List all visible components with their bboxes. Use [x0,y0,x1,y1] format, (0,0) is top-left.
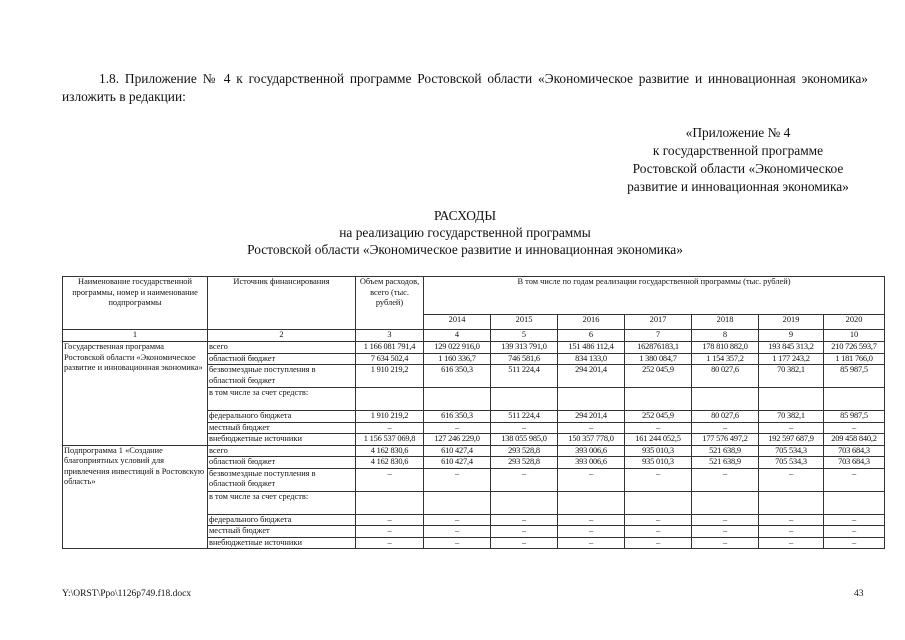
year-value-cell: 393 006,6 [558,457,625,469]
appendix-line: развитие и инновационная экономика» [627,179,849,194]
year-value-cell: 129 022 916,0 [424,342,491,354]
year-value-cell [424,388,491,411]
appendix-line: Ростовской области «Экономическое [632,161,844,176]
year-value-cell: 151 486 112,4 [558,342,625,354]
year-value-cell: 1 177 243,2 [759,353,824,365]
year-value-cell: 511 224,4 [491,365,558,388]
year-value-cell: – [424,514,491,526]
header-year: 2018 [692,315,759,330]
year-value-cell: – [491,468,558,491]
year-value-cell: 1 160 336,7 [424,353,491,365]
year-value-cell: 294 201,4 [558,411,625,423]
footer-file-path: Y:\ORST\Ppo\1126p749.f18.docx [62,589,192,599]
year-value-cell: 703 684,3 [824,445,885,457]
year-value-cell [625,491,692,514]
year-value-cell [824,491,885,514]
column-index: 3 [356,330,424,342]
program-name-cell: Государственная программа Ростовской области «Экономическое развитие и инновационная экономика» [63,342,208,446]
year-value-cell [558,388,625,411]
table-row [63,342,885,354]
funding-source-cell: в том числе за счет средств: [208,491,356,514]
title-line: РАСХОДЫ [433,208,497,223]
funding-source-cell: федерального бюджета [208,411,356,423]
year-value-cell: 616 350,3 [424,411,491,423]
funding-source-cell: местный бюджет [208,422,356,434]
header-year: 2020 [824,315,885,330]
year-value-cell: 70 382,1 [759,365,824,388]
column-index: 6 [558,330,625,342]
total-value-cell: 1 910 219,2 [356,411,424,423]
column-index: 1 [63,330,208,342]
header-year: 2015 [491,315,558,330]
year-value-cell: – [424,422,491,434]
header-year: 2016 [558,315,625,330]
year-value-cell: – [824,514,885,526]
year-value-cell: – [625,468,692,491]
year-value-cell: 935 010,3 [625,457,692,469]
year-value-cell: 521 638,9 [692,457,759,469]
year-value-cell: – [558,422,625,434]
total-value-cell: – [356,468,424,491]
year-value-cell: – [759,537,824,549]
year-value-cell [759,491,824,514]
year-value-cell: 138 055 985,0 [491,434,558,446]
funding-source-cell: безвозмездные поступления в областной бюджет [208,468,356,491]
funding-source-cell: федерального бюджета [208,514,356,526]
year-value-cell: 70 382,1 [759,411,824,423]
year-value-cell: 746 581,6 [491,353,558,365]
year-value-cell [491,491,558,514]
year-value-cell [692,388,759,411]
program-name-cell: Подпрограмма 1 «Создание благоприятных условий для привлечения инвестиций в Ростовскую область» [63,445,208,549]
year-value-cell: – [759,422,824,434]
header-years-group: В том числе по годам реализации государственной программы (тыс. рублей) [424,277,885,315]
year-value-cell: – [625,526,692,538]
year-value-cell: – [558,514,625,526]
footer-page-number: 43 [854,589,864,599]
total-value-cell [356,388,424,411]
year-value-cell: 1 181 766,0 [824,353,885,365]
year-value-cell: – [824,468,885,491]
year-value-cell: – [491,422,558,434]
total-value-cell: 4 162 830,6 [356,445,424,457]
funding-source-cell: всего [208,342,356,354]
year-value-cell: 209 458 840,2 [824,434,885,446]
year-value-cell: – [759,514,824,526]
total-value-cell: 7 634 502,4 [356,353,424,365]
year-value-cell: 705 534,3 [759,445,824,457]
year-value-cell: 1 154 357,2 [692,353,759,365]
year-value-cell: 610 427,4 [424,457,491,469]
header-year: 2014 [424,315,491,330]
funding-source-cell: областной бюджет [208,457,356,469]
year-value-cell: – [491,537,558,549]
column-index: 4 [424,330,491,342]
column-index: 2 [208,330,356,342]
total-value-cell: – [356,526,424,538]
year-value-cell: 705 534,3 [759,457,824,469]
funding-source-cell: внебюджетные источники [208,537,356,549]
year-value-cell: – [491,526,558,538]
year-value-cell: – [824,422,885,434]
appendix-reference [580,124,896,196]
year-value-cell: – [759,526,824,538]
header-name: Наименование государственной программы, номер и наименование подпрограммы [63,277,208,330]
year-value-cell: 610 427,4 [424,445,491,457]
year-value-cell: 85 987,5 [824,365,885,388]
year-value-cell: 511 224,4 [491,411,558,423]
year-value-cell: 252 045,9 [625,411,692,423]
year-value-cell: 85 987,5 [824,411,885,423]
document-title [62,207,868,258]
year-value-cell [759,388,824,411]
total-value-cell: – [356,422,424,434]
column-index: 5 [491,330,558,342]
year-value-cell: 210 726 593,7 [824,342,885,354]
funding-source-cell: всего [208,445,356,457]
year-value-cell: – [692,468,759,491]
year-value-cell: – [692,514,759,526]
year-value-cell: 80 027,6 [692,365,759,388]
year-value-cell [558,491,625,514]
expenses-table [62,276,885,549]
year-value-cell: 192 597 687,9 [759,434,824,446]
header-year: 2019 [759,315,824,330]
year-value-cell: – [558,537,625,549]
column-index: 9 [759,330,824,342]
year-value-cell: – [424,526,491,538]
title-line: на реализацию государственной программы [339,225,591,240]
year-value-cell [824,388,885,411]
year-value-cell [424,491,491,514]
year-value-cell: 150 357 778,0 [558,434,625,446]
year-value-cell: 178 810 882,0 [692,342,759,354]
year-value-cell: – [424,537,491,549]
total-value-cell: 4 162 830,6 [356,457,424,469]
year-value-cell [625,388,692,411]
year-value-cell [491,388,558,411]
year-value-cell: 293 528,8 [491,457,558,469]
year-value-cell: 703 684,3 [824,457,885,469]
title-line: Ростовской области «Экономическое развитие и инновационная экономика» [247,242,683,257]
year-value-cell: 177 576 497,2 [692,434,759,446]
year-value-cell: 252 045,9 [625,365,692,388]
funding-source-cell: в том числе за счет средств: [208,388,356,411]
total-value-cell: 1 156 537 069,8 [356,434,424,446]
year-value-cell: 162876183,1 [625,342,692,354]
year-value-cell: 127 246 229,0 [424,434,491,446]
year-value-cell: 161 244 052,5 [625,434,692,446]
funding-source-cell: местный бюджет [208,526,356,538]
funding-source-cell: безвозмездные поступления в областной бюджет [208,365,356,388]
total-value-cell: – [356,514,424,526]
total-value-cell: – [356,537,424,549]
year-value-cell: 1 380 084,7 [625,353,692,365]
year-value-cell: – [824,537,885,549]
total-value-cell: 1 166 081 791,4 [356,342,424,354]
year-value-cell: 521 638,9 [692,445,759,457]
column-index: 7 [625,330,692,342]
year-value-cell: 294 201,4 [558,365,625,388]
year-value-cell: – [424,468,491,491]
year-value-cell: 80 027,6 [692,411,759,423]
appendix-line: к государственной программе [652,143,824,158]
year-value-cell: 393 006,6 [558,445,625,457]
header-source: Источник финансирования [208,277,356,330]
year-value-cell: – [824,526,885,538]
year-value-cell: – [558,526,625,538]
year-value-cell: – [558,468,625,491]
year-value-cell [692,491,759,514]
total-value-cell: 1 910 219,2 [356,365,424,388]
funding-source-cell: областной бюджет [208,353,356,365]
total-value-cell [356,491,424,514]
year-value-cell: – [625,514,692,526]
intro-paragraph: 1.8. Приложение № 4 к государственной программе Ростовской области «Экономическое развитие и инновационная экономика» изложить в редакции: [62,71,868,104]
year-value-cell: 834 133,0 [558,353,625,365]
year-value-cell: 616 350,3 [424,365,491,388]
year-value-cell: – [625,422,692,434]
year-value-cell: 935 010,3 [625,445,692,457]
header-total: Объем расходов, всего (тыс. рублей) [356,277,424,330]
year-value-cell: – [692,526,759,538]
year-value-cell: – [692,537,759,549]
year-value-cell: 139 313 791,0 [491,342,558,354]
year-value-cell: – [491,514,558,526]
column-index: 10 [824,330,885,342]
year-value-cell: 293 528,8 [491,445,558,457]
year-value-cell: 193 845 313,2 [759,342,824,354]
appendix-line: «Приложение № 4 [685,125,791,140]
funding-source-cell: внебюджетные источники [208,434,356,446]
column-index: 8 [692,330,759,342]
year-value-cell: – [692,422,759,434]
table-row [63,445,885,457]
header-year: 2017 [625,315,692,330]
year-value-cell: – [625,537,692,549]
year-value-cell: – [759,468,824,491]
